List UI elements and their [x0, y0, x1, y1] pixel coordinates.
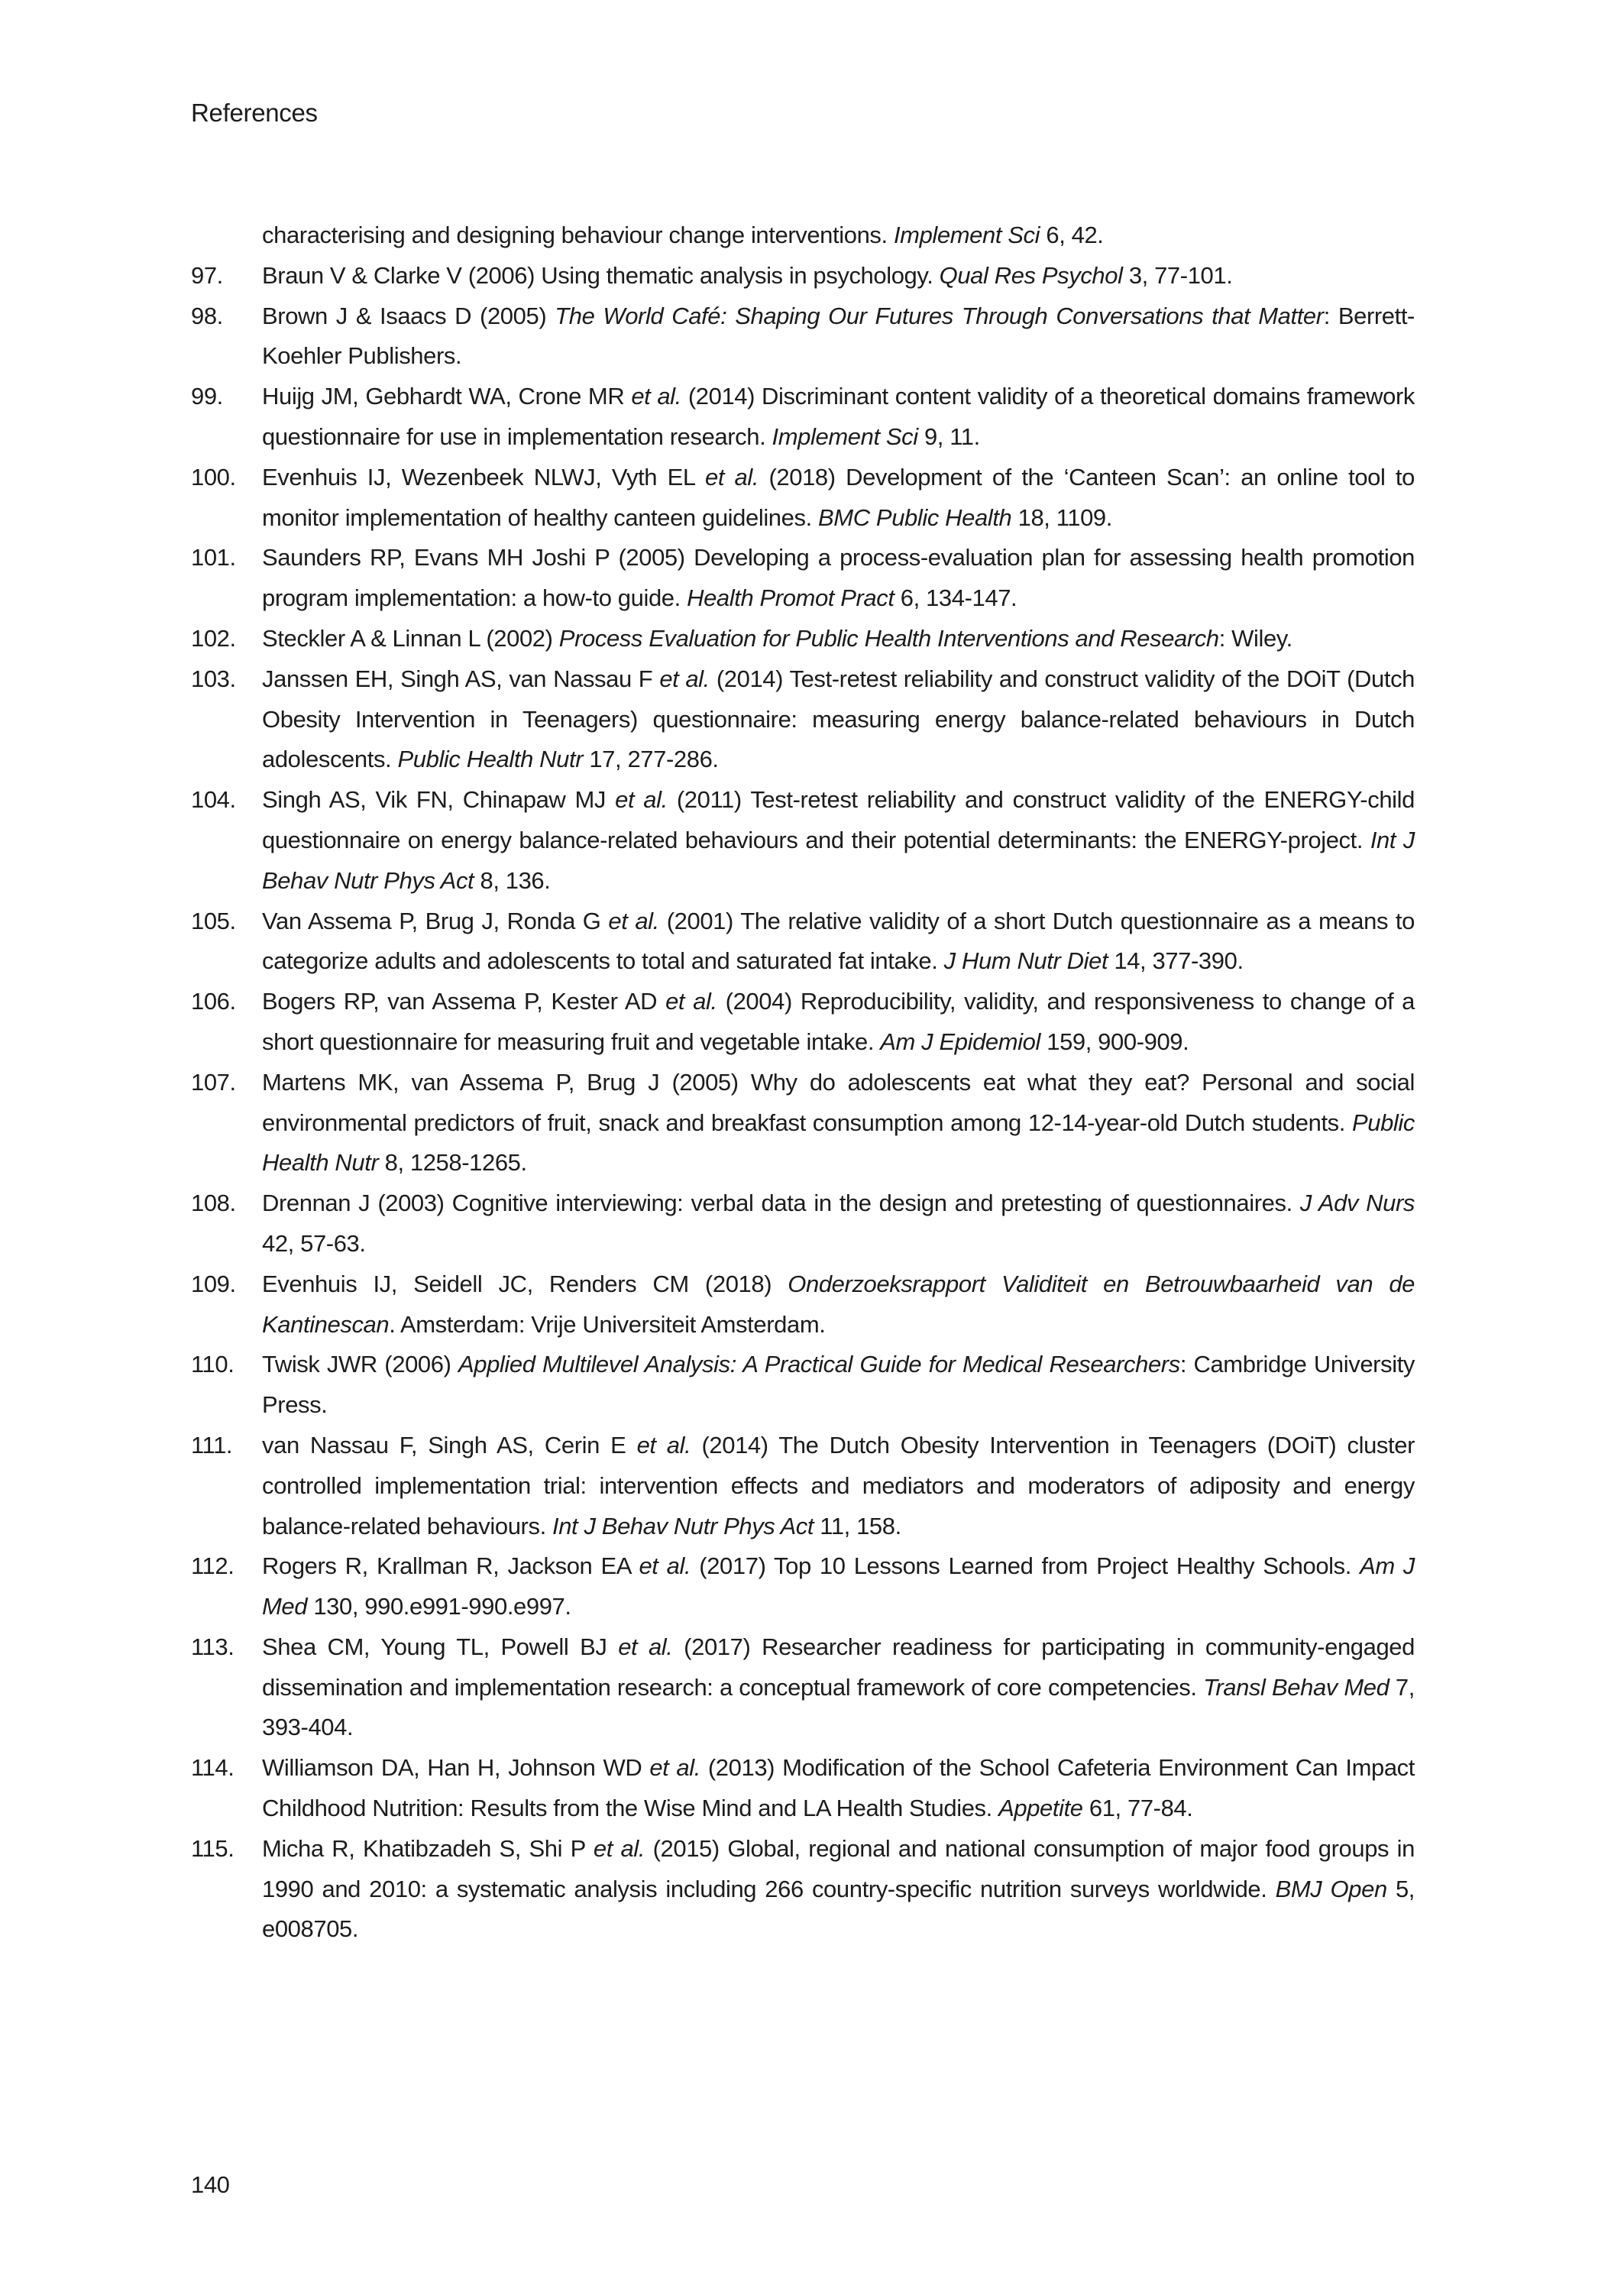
reference-number: 115. — [191, 1834, 235, 1862]
italic-segment: Am J Epidemiol — [880, 1028, 1041, 1055]
italic-segment: The World Café: Shaping Our Futures Through Conversations that Matter — [555, 302, 1324, 329]
italic-segment: Qual Res Psychol — [939, 261, 1123, 289]
text-segment: (2011) Test-retest reliability and construct validity of the ENERGY-child questionnaire on energy balance-related behaviours and their potential determinants: the ENERGY-project. — [262, 786, 1415, 853]
reference-text — [262, 1754, 1415, 1821]
reference-item — [191, 538, 1415, 619]
reference-number: 100. — [191, 463, 236, 490]
italic-segment: Int J Behav Nutr Phys Act — [262, 826, 1415, 894]
italic-segment: et al. — [593, 1834, 645, 1862]
reference-number: 105. — [191, 907, 236, 934]
reference-text — [262, 544, 1415, 611]
reference-text — [262, 1835, 1415, 1943]
italic-segment: et al. — [631, 383, 681, 410]
reference-text — [262, 222, 1104, 248]
reference-text — [262, 1552, 1415, 1620]
text-segment: 18, 1109. — [1011, 503, 1112, 531]
italic-segment: et al. — [665, 988, 717, 1015]
reference-number: 109. — [191, 1270, 236, 1297]
reference-text — [262, 1633, 1415, 1741]
text-segment: (2001) The relative validity of a short Dutch questionnaire as a means to categorize adults and adolescents to total and saturated fat intake. — [262, 907, 1415, 975]
reference-item — [191, 1748, 1415, 1829]
text-segment: Braun V & Clarke V (2006) Using thematic analysis in psychology. — [262, 261, 940, 289]
italic-segment: Public Health Nutr — [262, 1109, 1415, 1177]
italic-segment: Transl Behav Med — [1203, 1673, 1389, 1701]
text-segment: (2014) The Dutch Obesity Intervention in Teenagers (DOiT) cluster controlled implementation trial: intervention effects and mediators and moderators of adiposity and energy balance-related behaviours. — [262, 1431, 1415, 1539]
reference-item — [191, 1063, 1415, 1183]
text-segment: Micha R, Khatibzadeh S, Shi P — [262, 1834, 594, 1862]
italic-segment: BMJ Open — [1275, 1875, 1387, 1902]
reference-number: 101. — [191, 544, 236, 571]
italic-segment: BMC Public Health — [818, 503, 1012, 531]
reference-item — [191, 458, 1415, 539]
text-segment: 8, 136. — [474, 866, 551, 894]
reference-item — [191, 1829, 1415, 1950]
italic-segment: et al. — [659, 665, 710, 692]
reference-number: 110. — [191, 1351, 235, 1378]
text-segment: 42, 57-63. — [262, 1229, 366, 1257]
reference-text — [262, 908, 1415, 975]
italic-segment: Applied Multilevel Analysis: A Practical Guide for Medical Researchers — [458, 1351, 1180, 1378]
reference-item — [191, 1426, 1415, 1546]
reference-text — [262, 303, 1415, 370]
text-segment: (2015) Global, regional and national consumption of major food groups in 1990 and 2010: a systematic analysis including 266 country-specific nutrition surveys worldwide. — [262, 1834, 1415, 1902]
italic-segment: Health Promot Pract — [687, 584, 894, 612]
reference-number: 111. — [191, 1431, 233, 1458]
reference-number: 107. — [191, 1068, 236, 1096]
reference-number: 108. — [191, 1190, 236, 1217]
reference-item — [191, 1546, 1415, 1627]
text-segment: (2013) Modification of the School Cafeteria Environment Can Impact Childhood Nutrition: Results from the Wise Mind and LA Health Studies. — [262, 1754, 1415, 1822]
italic-segment: et al. — [636, 1431, 691, 1458]
reference-text — [262, 1069, 1415, 1177]
text-segment: (2017) Top 10 Lessons Learned from Project Healthy Schools. — [691, 1552, 1360, 1580]
reference-item — [191, 256, 1415, 296]
text-segment: : Berrett-Koehler Publishers. — [262, 302, 1415, 370]
text-segment: Janssen EH, Singh AS, van Nassau F — [262, 665, 660, 692]
reference-item — [191, 619, 1415, 659]
italic-segment: et al. — [705, 463, 759, 490]
reference-list — [191, 215, 1415, 1950]
reference-item — [191, 780, 1415, 901]
reference-text — [262, 1432, 1415, 1539]
reference-text — [262, 1351, 1415, 1418]
reference-item — [191, 377, 1415, 458]
italic-segment: Implement Sci — [893, 222, 1040, 248]
text-segment: 5, e008705. — [262, 1875, 1415, 1943]
reference-number: 106. — [191, 988, 236, 1015]
reference-item — [191, 1345, 1415, 1426]
reference-number: 103. — [191, 665, 236, 692]
text-segment: Evenhuis IJ, Wezenbeek NLWJ, Vyth EL — [262, 463, 705, 490]
text-segment: Twisk JWR (2006) — [262, 1351, 458, 1378]
text-segment: : Cambridge University Press. — [262, 1351, 1415, 1419]
text-segment: Drennan J (2003) Cognitive interviewing: verbal data in the design and pretesting of questionnaires. — [262, 1190, 1300, 1217]
italic-segment: Implement Sci — [772, 422, 918, 450]
reference-text — [262, 383, 1415, 450]
text-segment: Williamson DA, Han H, Johnson WD — [262, 1754, 650, 1782]
text-segment: Evenhuis IJ, Seidell JC, Renders CM (2018) — [262, 1270, 788, 1297]
reference-number: 102. — [191, 624, 236, 652]
reference-text — [262, 988, 1415, 1055]
text-segment: (2014) Test-retest reliability and construct validity of the DOiT (Dutch Obesity Intervention in Teenagers) questionnaire: measuring energy balance-related behaviours in Dutch adolescents. — [262, 665, 1415, 773]
text-segment: . Amsterdam: Vrije Universiteit Amsterdam. — [389, 1310, 826, 1338]
text-segment: 11, 158. — [814, 1512, 901, 1539]
reference-text — [262, 625, 1292, 652]
text-segment: (2014) Discriminant content validity of a theoretical domains framework questionnaire for use in implementation research. — [262, 383, 1415, 450]
text-segment: Rogers R, Krallman R, Jackson EA — [262, 1552, 639, 1580]
italic-segment: J Hum Nutr Diet — [943, 947, 1108, 975]
italic-segment: Onderzoeksrapport Validiteit en Betrouwbaarheid van de Kantinescan — [262, 1270, 1415, 1338]
reference-item — [191, 982, 1415, 1063]
text-segment: Van Assema P, Brug J, Ronda G — [262, 907, 609, 934]
reference-number: 113. — [191, 1633, 235, 1660]
reference-item — [191, 1264, 1415, 1345]
text-segment: 9, 11. — [917, 422, 980, 450]
reference-number: 99. — [191, 383, 223, 410]
italic-segment: Int J Behav Nutr Phys Act — [552, 1512, 814, 1539]
reference-number: 112. — [191, 1552, 235, 1580]
italic-segment: et al. — [618, 1633, 673, 1660]
text-segment: Martens MK, van Assema P, Brug J (2005) Why do adolescents eat what they eat? Personal and social environmental predictors of fruit, snack and breakfast consumption among 12-14-year-old Dutch students. — [262, 1068, 1415, 1136]
reference-number: 114. — [191, 1754, 235, 1782]
text-segment: Steckler A & Linnan L (2002) — [262, 624, 559, 652]
text-segment: 159, 900-909. — [1040, 1028, 1189, 1055]
reference-text — [262, 464, 1415, 531]
text-segment: (2017) Researcher readiness for participating in community-engaged dissemination and implementation research: a conceptual framework of core competencies. — [262, 1633, 1415, 1701]
reference-item — [191, 1627, 1415, 1748]
italic-segment: J Adv Nurs — [1299, 1190, 1415, 1217]
italic-segment: Appetite — [998, 1795, 1083, 1822]
reference-item — [191, 902, 1415, 983]
text-segment: 130, 990.e991-990.e997. — [307, 1593, 571, 1620]
text-segment: characterising and designing behaviour change interventions. — [262, 222, 894, 248]
text-segment: Singh AS, Vik FN, Chinapaw MJ — [262, 786, 616, 814]
reference-number: 98. — [191, 302, 223, 329]
text-segment: 61, 77-84. — [1082, 1795, 1193, 1822]
italic-segment: et al. — [649, 1754, 700, 1782]
italic-segment: Am J Med — [262, 1552, 1415, 1620]
italic-segment: et al. — [608, 907, 659, 934]
reference-item-continuation — [191, 215, 1415, 256]
text-segment: Saunders RP, Evans MH Joshi P (2005) Developing a process-evaluation plan for assessing health promotion program implementation: a how-to guide. — [262, 544, 1415, 612]
text-segment: van Nassau F, Singh AS, Cerin E — [262, 1431, 637, 1458]
text-segment: (2004) Reproducibility, validity, and responsiveness to change of a short questionnaire for measuring fruit and vegetable intake. — [262, 988, 1415, 1055]
text-segment: 6, 42. — [1040, 222, 1104, 248]
italic-segment: et al. — [639, 1552, 691, 1580]
running-header: References — [191, 99, 318, 127]
italic-segment: et al. — [615, 786, 668, 814]
reference-text — [262, 262, 1232, 289]
reference-text — [262, 1190, 1415, 1257]
reference-text — [262, 786, 1415, 894]
italic-segment: Process Evaluation for Public Health Interventions and Research — [558, 624, 1219, 652]
reference-text — [262, 665, 1415, 773]
text-segment: Huijg JM, Gebhardt WA, Crone MR — [262, 383, 632, 410]
text-segment: (2018) Development of the ‘Canteen Scan’: an online tool to monitor implementation of healthy canteen guidelines. — [262, 463, 1415, 531]
reference-text — [262, 1271, 1415, 1338]
page-number: 140 — [191, 2171, 230, 2198]
text-segment: Shea CM, Young TL, Powell BJ — [262, 1633, 619, 1660]
reference-number: 97. — [191, 261, 223, 289]
text-segment: : Wiley. — [1218, 624, 1292, 652]
reference-item — [191, 659, 1415, 780]
italic-segment: Public Health Nutr — [397, 746, 584, 773]
text-segment: 17, 277-286. — [583, 746, 719, 773]
text-segment: 3, 77-101. — [1122, 261, 1233, 289]
text-segment: Brown J & Isaacs D (2005) — [262, 302, 555, 329]
reference-number: 104. — [191, 786, 236, 814]
reference-item — [191, 296, 1415, 377]
text-segment: 14, 377-390. — [1108, 947, 1244, 975]
reference-item — [191, 1183, 1415, 1264]
text-segment: Bogers RP, van Assema P, Kester AD — [262, 988, 666, 1015]
text-segment: 6, 134-147. — [894, 584, 1017, 612]
text-segment: 7, 393-404. — [262, 1673, 1415, 1741]
text-segment: 8, 1258-1265. — [378, 1149, 527, 1177]
